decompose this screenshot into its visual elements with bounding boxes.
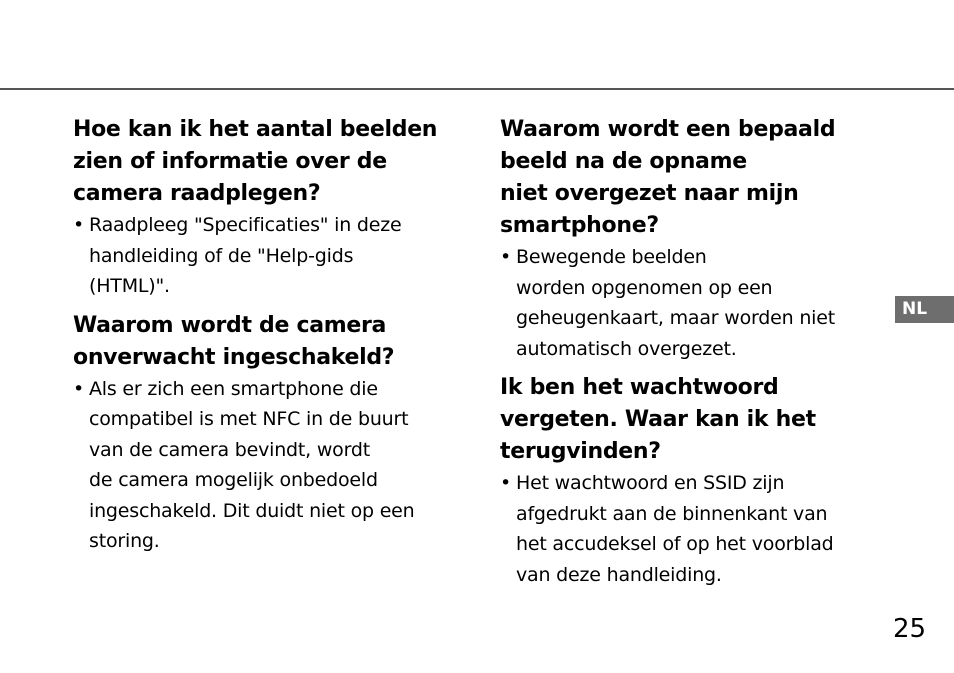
right-column — [500, 114, 876, 598]
bullet-icon: • — [500, 246, 512, 268]
faq-answer: • Bewegende beelden worden opgenomen op een geheugenkaart, maar worden niet automatisch overgezet. — [500, 242, 876, 364]
faq-question: Ik ben het wachtwoord vergeten. Waar kan ik het terugvinden? — [500, 375, 816, 464]
faq-question: Hoe kan ik het aantal beelden zien of informatie over de camera raadplegen? — [73, 117, 438, 206]
faq-item-camera-turns-on — [73, 310, 453, 557]
bullet-icon: • — [73, 377, 85, 400]
header-rule — [0, 88, 954, 90]
left-column — [73, 114, 453, 565]
faq-answer: • Raadpleeg "Specificaties" in deze handleiding of de "Help-gids (HTML)". — [73, 210, 453, 302]
language-tab: NL — [895, 296, 954, 323]
bullet-icon: • — [73, 214, 85, 236]
faq-item-image-not-transferred — [500, 114, 876, 364]
faq-item-forgot-password — [500, 372, 876, 590]
faq-answer: • Als er zich een smartphone die compatibel is met NFC in de buurt van de camera bevindt, wordt de camera mogelijk onbedoeld ingeschakeld. Dit duidt niet op een storing. — [73, 374, 453, 557]
faq-answer: • Het wachtwoord en SSID zijn afgedrukt aan de binnenkant van het accudeksel of op het voorblad van deze handleiding. — [500, 468, 876, 590]
faq-question: Waarom wordt de camera onverwacht ingeschakeld? — [73, 312, 395, 370]
faq-question: Waarom wordt een bepaald beeld na de opname niet overgezet naar mijn smartphone? — [500, 117, 836, 238]
bullet-icon: • — [500, 472, 512, 494]
page-number: 25 — [893, 614, 927, 644]
faq-item-number-of-images — [73, 114, 453, 302]
